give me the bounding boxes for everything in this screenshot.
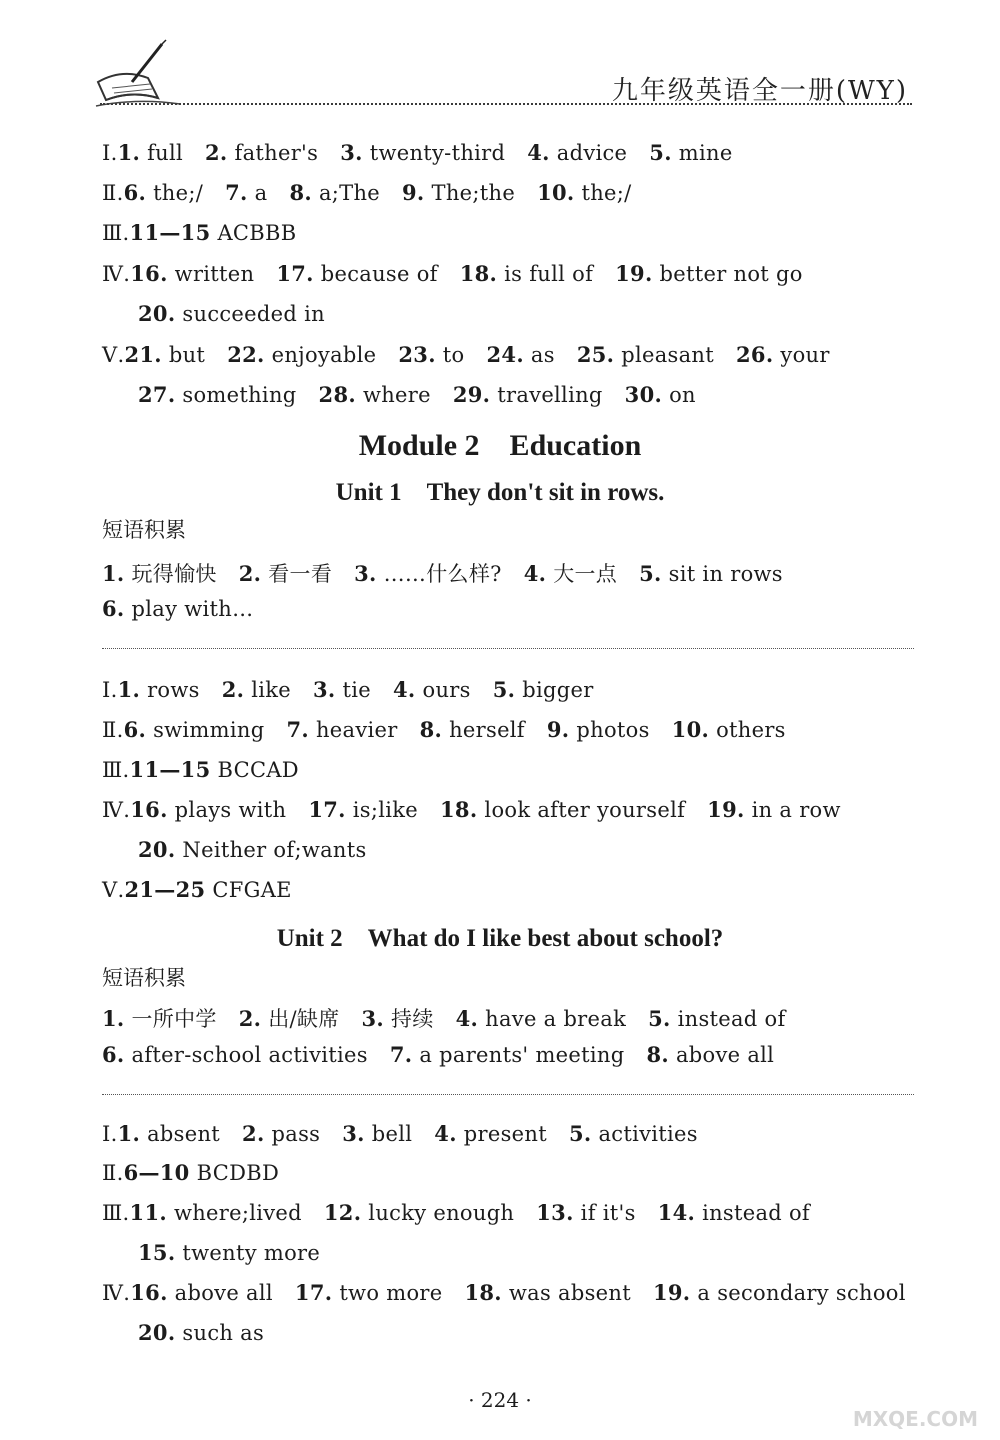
answer-number: 17.	[276, 261, 314, 286]
phrase-number: 4.	[523, 561, 547, 586]
section-numeral: Ⅲ.	[102, 758, 130, 782]
phrase-number: 6.	[102, 596, 125, 621]
answer-number: 20.	[138, 301, 176, 326]
answer-item: 20. such as	[138, 1320, 265, 1345]
phrase-number: 1.	[102, 561, 125, 586]
answer-line	[138, 1240, 342, 1265]
answer-item: 20. Neither of;wants	[138, 837, 367, 862]
answer-item: 11—15 BCCAD	[129, 757, 299, 782]
answer-item: 6. the;/	[123, 180, 204, 205]
unit-title: Unit 2 What do I like best about school?	[276, 925, 724, 952]
answer-number: 8.	[289, 180, 312, 205]
section-divider	[102, 1094, 914, 1095]
answer-number: 15.	[138, 1240, 176, 1265]
answer-item: 18. is full of	[459, 261, 594, 286]
answer-line	[102, 1200, 832, 1225]
answer-item: 10. others	[671, 717, 786, 742]
phrase-number: 4.	[455, 1006, 479, 1031]
section-numeral: Ⅲ.	[102, 221, 130, 245]
answer-line	[138, 301, 347, 326]
section-numeral: Ⅰ.	[102, 141, 118, 165]
answer-line	[102, 1121, 720, 1146]
answer-number: 8.	[419, 717, 443, 742]
answer-item: 11—15 ACBBB	[129, 220, 297, 245]
answer-item: 19. better not go	[615, 261, 803, 286]
phrase-item: 5. sit in rows	[639, 561, 783, 586]
answer-line	[138, 382, 718, 407]
answer-item: 2. father's	[205, 140, 319, 165]
answer-number: 4.	[527, 140, 550, 165]
answer-number: 24.	[486, 342, 524, 367]
answer-number: 26.	[736, 342, 774, 367]
answer-item: 18. was absent	[464, 1280, 631, 1305]
section-numeral: Ⅲ.	[102, 1201, 130, 1225]
answer-item: 17. two more	[294, 1280, 443, 1305]
answer-number: 5.	[568, 1121, 592, 1146]
answer-item: 22. enjoyable	[227, 342, 377, 367]
answer-number: 13.	[536, 1200, 574, 1225]
answer-item: 3. bell	[342, 1121, 413, 1146]
answer-number: 11—15	[129, 220, 211, 245]
answer-number: 19.	[707, 797, 745, 822]
answer-item: 6—10 BCDBD	[123, 1160, 280, 1185]
answer-item: 16. written	[130, 261, 255, 286]
phrase-number: 2.	[238, 1006, 262, 1031]
answer-item: 5. activities	[568, 1121, 698, 1146]
answer-line	[102, 1160, 301, 1185]
answer-number: 2.	[242, 1121, 265, 1146]
answer-item: 1. absent	[117, 1121, 221, 1146]
answer-number: 10.	[671, 717, 710, 742]
answer-number: 1.	[117, 1121, 141, 1146]
section-numeral: Ⅳ.	[102, 1281, 131, 1305]
answer-item: 16. above all	[130, 1280, 273, 1305]
answer-item: 3. tie	[313, 677, 372, 702]
answer-number: 28.	[318, 382, 356, 407]
answer-item: 6. swimming	[123, 717, 265, 742]
answer-number: 14.	[657, 1200, 696, 1225]
answer-line	[102, 140, 755, 165]
answer-number: 3.	[340, 140, 363, 165]
answer-item: 16. plays with	[130, 797, 287, 822]
answer-number: 1.	[117, 140, 141, 165]
answer-item: 25. pleasant	[576, 342, 714, 367]
answer-number: 5.	[649, 140, 672, 165]
answer-item: 26. your	[736, 342, 830, 367]
answer-item: 7. a	[225, 180, 268, 205]
answer-line	[102, 757, 321, 782]
answer-number: 21—25	[124, 877, 206, 902]
answer-item: 21—25 CFGAE	[124, 877, 292, 902]
answer-item: 1. rows	[117, 677, 200, 702]
phrase-item: 2. 看一看	[238, 561, 333, 586]
answer-number: 20.	[138, 1320, 176, 1345]
answer-number: 4.	[434, 1121, 457, 1146]
answer-number: 6.	[123, 717, 147, 742]
answer-item: 9. The;the	[402, 180, 516, 205]
answer-item: 2. like	[221, 677, 292, 702]
book-title: 九年级英语全一册(WY)	[611, 76, 908, 106]
answer-item: 27. something	[138, 382, 297, 407]
phrase-number: 3.	[354, 561, 377, 586]
phrase-item: 2. 出/缺席	[238, 1006, 340, 1031]
answer-number: 10.	[537, 180, 575, 205]
answer-item: 14. instead of	[657, 1200, 811, 1225]
phrase-item: 1. 一所中学	[102, 1006, 217, 1031]
answer-line	[102, 717, 808, 742]
phrase-line	[102, 558, 805, 588]
answer-number: 23.	[398, 342, 436, 367]
answer-number: 2.	[221, 677, 245, 702]
answer-number: 18.	[464, 1280, 502, 1305]
page-header	[0, 0, 1000, 110]
answer-number: 19.	[615, 261, 653, 286]
answer-item: 5. bigger	[492, 677, 594, 702]
phrase-item: 4. 大一点	[523, 561, 618, 586]
answer-number: 16.	[130, 1280, 168, 1305]
answer-item: 17. because of	[276, 261, 438, 286]
answer-number: 27.	[138, 382, 176, 407]
answer-item: 8. a;The	[289, 180, 381, 205]
answer-number: 29.	[452, 382, 491, 407]
answer-item: 4. advice	[527, 140, 628, 165]
answer-item: 1. full	[117, 140, 184, 165]
answer-number: 3.	[342, 1121, 365, 1146]
answer-line	[102, 220, 319, 245]
watermark	[808, 1355, 978, 1435]
answer-item: 28. where	[318, 382, 431, 407]
answer-number: 6.	[123, 180, 147, 205]
answer-number: 25.	[576, 342, 615, 367]
answer-item: 10. the;/	[537, 180, 632, 205]
answer-item: 21. but	[124, 342, 206, 367]
answer-number: 7.	[286, 717, 309, 742]
section-numeral: Ⅱ.	[102, 1161, 124, 1185]
answer-item: 13. if it's	[536, 1200, 636, 1225]
answer-number: 1.	[117, 677, 141, 702]
answer-number: 12.	[323, 1200, 362, 1225]
answer-item: 4. ours	[393, 677, 471, 702]
unit-title: Unit 1 They don't sit in rows.	[335, 479, 665, 506]
answer-item: 2. pass	[242, 1121, 321, 1146]
phrase-section-heading: 短语积累	[102, 966, 186, 990]
section-numeral: Ⅴ.	[102, 878, 125, 902]
answer-number: 18.	[440, 797, 478, 822]
answer-item: 7. heavier	[286, 717, 398, 742]
phrase-item: 1. 玩得愉快	[102, 561, 217, 586]
answer-number: 17.	[294, 1280, 333, 1305]
phrase-item: 7. a parents' meeting	[389, 1042, 625, 1067]
answer-item: 20. succeeded in	[138, 301, 325, 326]
answer-number: 21.	[124, 342, 162, 367]
phrase-number: 5.	[648, 1006, 671, 1031]
answer-number: 5.	[492, 677, 516, 702]
phrase-line	[102, 1042, 796, 1067]
answer-number: 9.	[546, 717, 570, 742]
answer-number: 9.	[402, 180, 425, 205]
answer-item: 3. twenty-third	[340, 140, 506, 165]
section-numeral: Ⅱ.	[102, 718, 124, 742]
answer-item: 5. mine	[649, 140, 733, 165]
answer-number: 6—10	[123, 1160, 190, 1185]
phrase-number: 6.	[102, 1042, 125, 1067]
answer-number: 4.	[393, 677, 416, 702]
section-numeral: Ⅰ.	[102, 1122, 118, 1146]
header-divider	[100, 103, 912, 105]
answer-number: 2.	[205, 140, 228, 165]
phrase-line	[102, 1003, 808, 1033]
answer-number: 20.	[138, 837, 176, 862]
answer-item: 19. a secondary school	[652, 1280, 906, 1305]
phrase-number: 5.	[639, 561, 662, 586]
answer-line	[102, 261, 825, 286]
section-divider	[102, 648, 914, 649]
answer-line	[138, 837, 389, 862]
answer-line	[102, 180, 654, 205]
phrase-line	[102, 596, 275, 621]
section-numeral: Ⅱ.	[102, 181, 124, 205]
answer-item: 18. look after yourself	[440, 797, 686, 822]
phrase-number: 3.	[361, 1006, 385, 1031]
phrase-number: 7.	[389, 1042, 413, 1067]
phrase-section-heading: 短语积累	[102, 518, 186, 542]
phrase-number: 2.	[238, 561, 262, 586]
answer-item: 12. lucky enough	[323, 1200, 515, 1225]
answer-number: 7.	[225, 180, 248, 205]
answer-number: 11.	[129, 1200, 167, 1225]
phrase-item: 3. ……什么样?	[354, 561, 502, 586]
module-title: Module 2 Education	[358, 429, 642, 462]
answer-item: 24. as	[486, 342, 555, 367]
answer-number: 30.	[624, 382, 663, 407]
phrase-item: 4. have a break	[455, 1006, 627, 1031]
answer-item: 17. is;like	[308, 797, 419, 822]
answer-number: 11—15	[129, 757, 211, 782]
answer-line	[102, 677, 616, 702]
phrase-item: 6. play with…	[102, 596, 254, 621]
section-numeral: Ⅴ.	[102, 343, 125, 367]
answer-line	[102, 797, 863, 822]
answer-item: 4. present	[434, 1121, 547, 1146]
answer-number: 19.	[652, 1280, 691, 1305]
answer-number: 17.	[308, 797, 346, 822]
answer-item: 29. travelling	[452, 382, 603, 407]
answer-line	[102, 877, 314, 902]
section-numeral: Ⅰ.	[102, 678, 118, 702]
phrase-item: 3. 持续	[361, 1006, 434, 1031]
answer-item: 8. herself	[419, 717, 525, 742]
answer-number: 18.	[459, 261, 498, 286]
book-pen-logo-icon	[92, 38, 182, 108]
answer-number: 3.	[313, 677, 336, 702]
answer-item: 15. twenty more	[138, 1240, 321, 1265]
section-numeral: Ⅳ.	[102, 798, 131, 822]
answer-line	[138, 1320, 286, 1345]
answer-item: 9. photos	[546, 717, 650, 742]
answer-item: 23. to	[398, 342, 465, 367]
answer-line	[102, 342, 852, 367]
watermark-text: MXQE.COM	[852, 1407, 978, 1431]
section-numeral: Ⅳ.	[102, 262, 131, 286]
answer-line	[102, 1280, 928, 1305]
phrase-item: 8. above all	[646, 1042, 775, 1067]
answer-item: 30. on	[624, 382, 696, 407]
phrase-number: 1.	[102, 1006, 125, 1031]
phrase-item: 6. after-school activities	[102, 1042, 368, 1067]
answer-number: 16.	[130, 797, 168, 822]
answer-item: 11. where;lived	[129, 1200, 302, 1225]
page-number: · 224 ·	[468, 1388, 532, 1412]
phrase-number: 8.	[646, 1042, 669, 1067]
answer-number: 16.	[130, 261, 168, 286]
answer-item: 19. in a row	[707, 797, 841, 822]
answer-number: 22.	[227, 342, 265, 367]
phrase-item: 5. instead of	[648, 1006, 786, 1031]
